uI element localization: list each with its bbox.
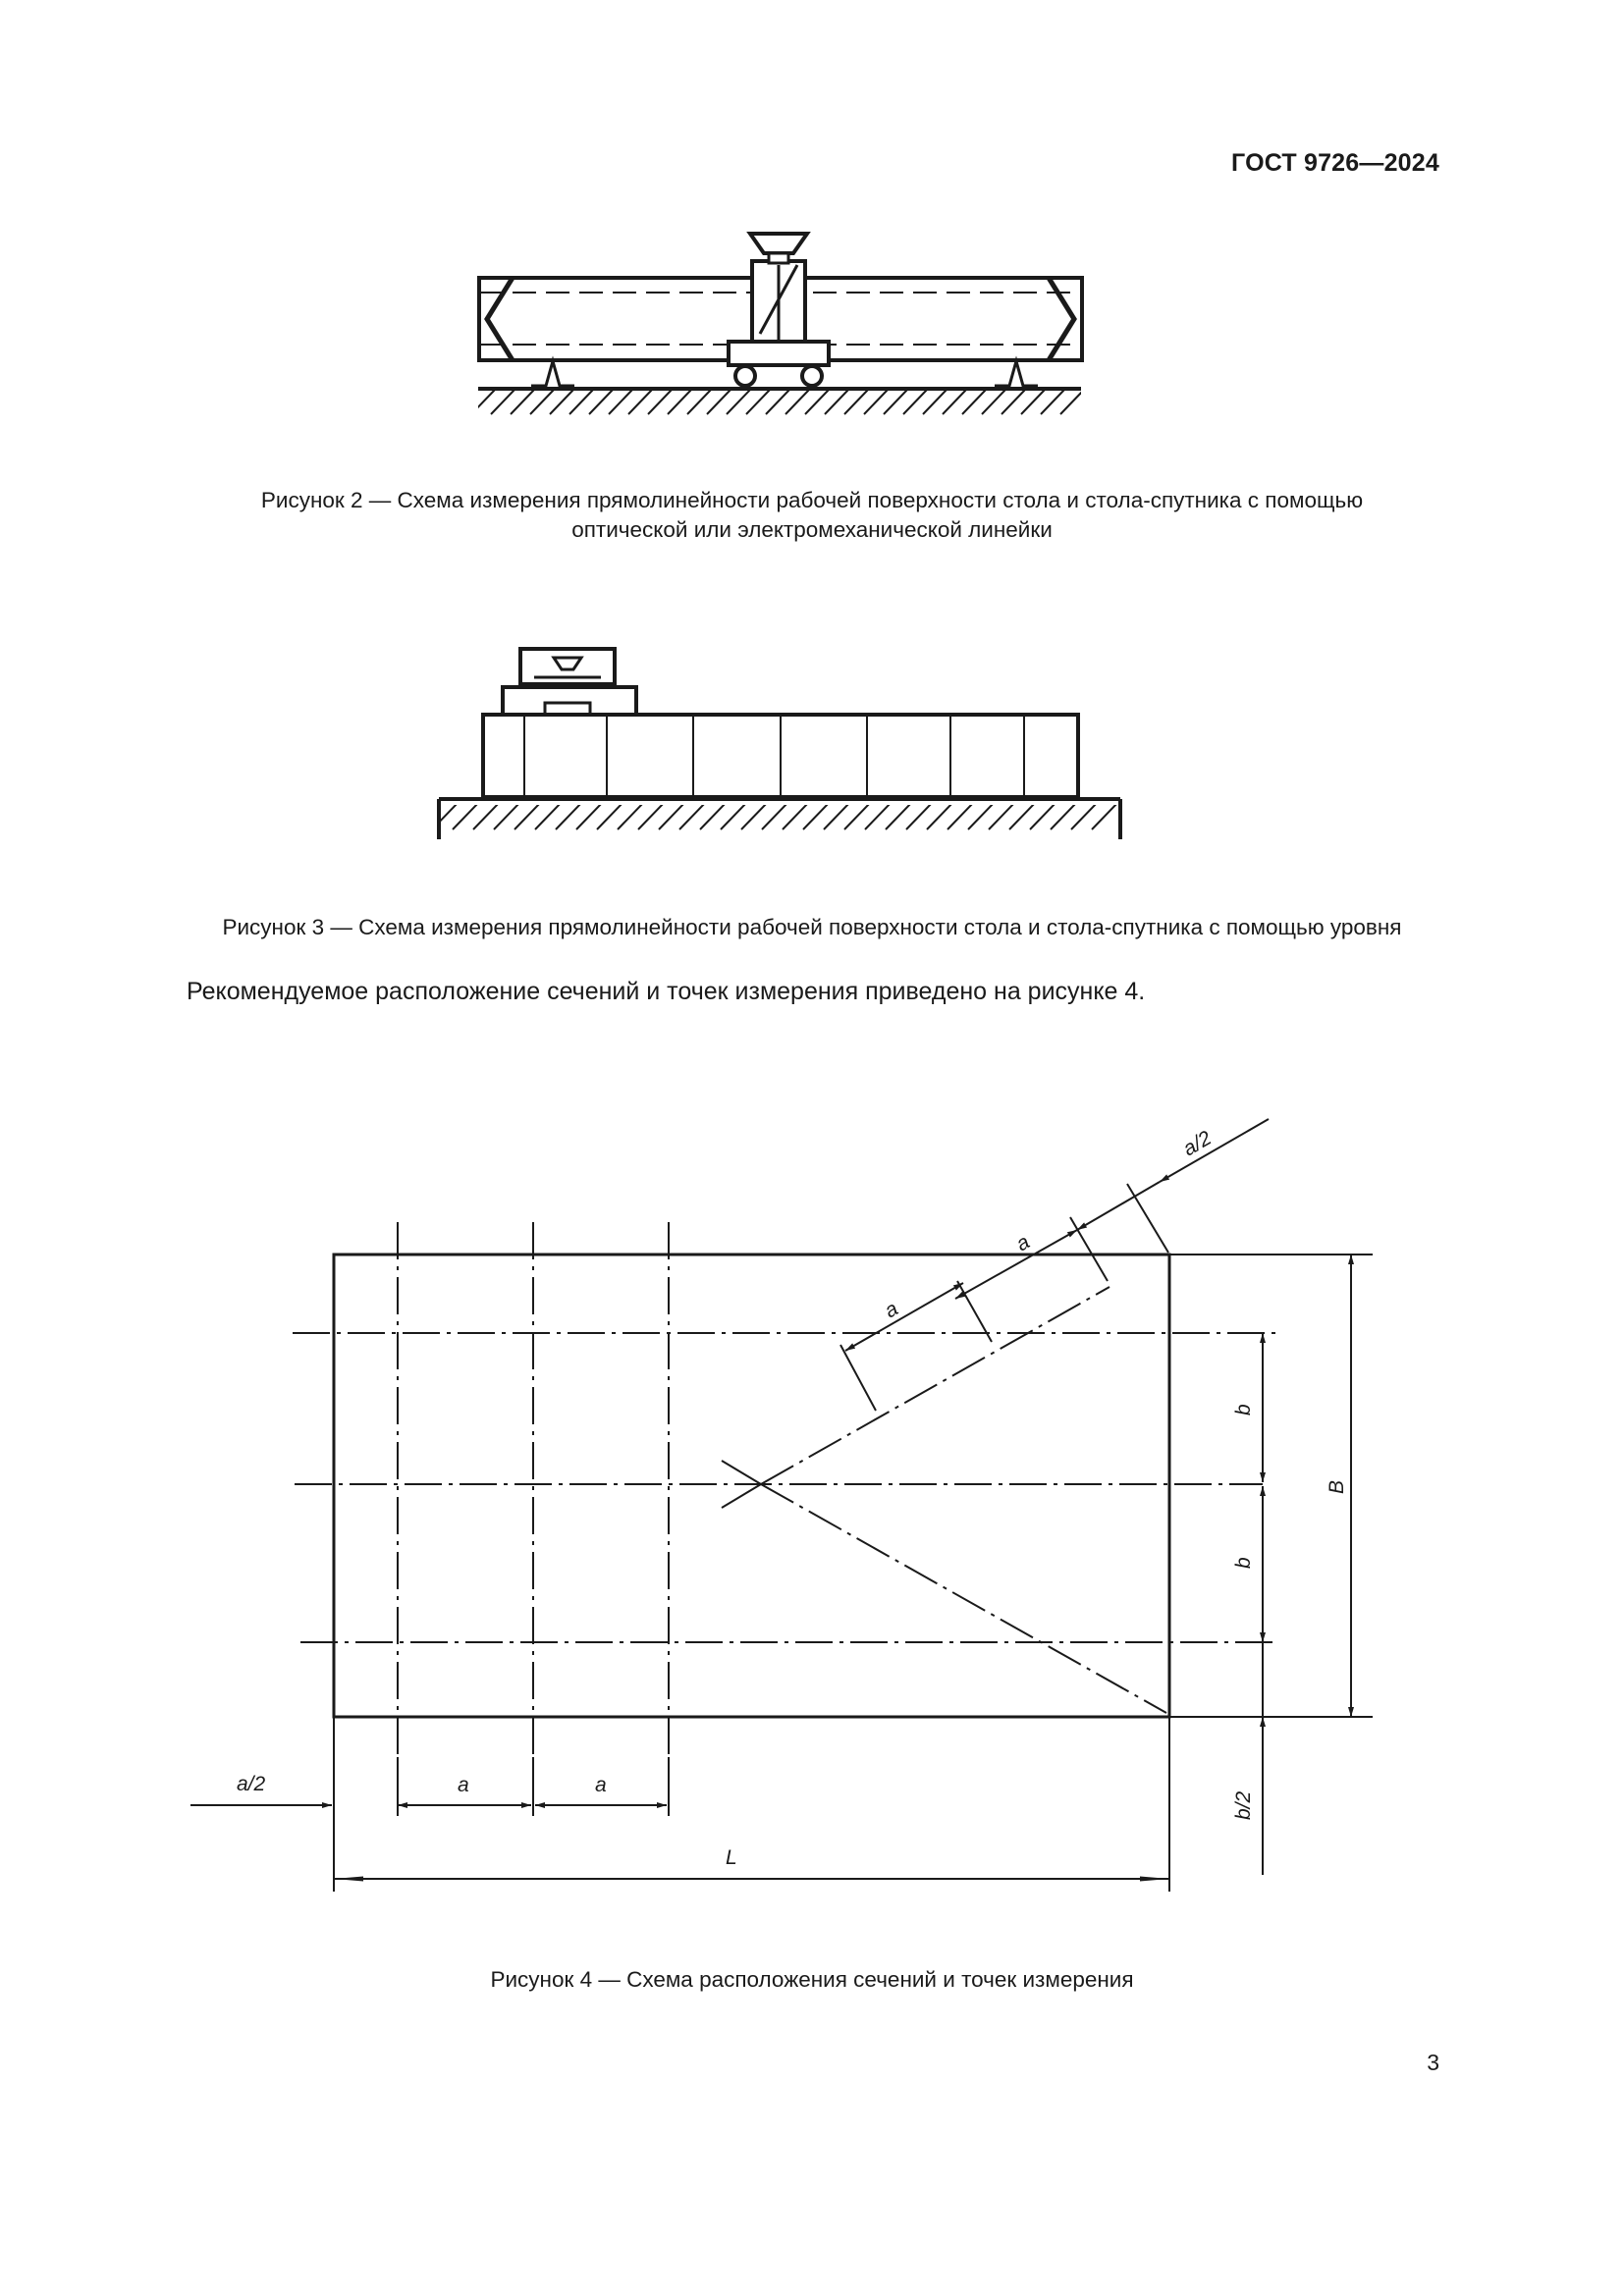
dim-label-a-diag-1: a	[1012, 1230, 1034, 1256]
figure-4-drawing	[0, 1099, 1624, 1914]
body-paragraph: Рекомендуемое расположение сечений и точек измерения приведено на рисунке 4.	[187, 978, 1146, 1005]
dim-label-a-bottom-2: a	[595, 1774, 607, 1796]
dim-label-b-upper: b	[1232, 1404, 1255, 1415]
dim-label-a-half-bottom: a/2	[237, 1773, 266, 1795]
diagonal-dimension-lines	[840, 1119, 1269, 1411]
right-dimension-lines	[1169, 1255, 1373, 1875]
table-outline	[334, 1255, 1169, 1717]
dim-label-b-half: b/2	[1232, 1790, 1255, 1820]
figure-2-base	[471, 389, 1084, 414]
dim-label-L: L	[726, 1846, 737, 1869]
dim-label-b-lower: b	[1232, 1557, 1255, 1569]
figure-2-caption-line-1: Рисунок 2 — Схема измерения прямолинейности рабочей поверхности стола и стола-спутника с помощью	[260, 488, 1364, 512]
page-number: 3	[1427, 2050, 1439, 2075]
figure-2-drawing	[0, 221, 1624, 407]
document-code: ГОСТ 9726—2024	[1231, 149, 1439, 177]
bottom-dimension-lines	[190, 1717, 1169, 1892]
dim-label-a-bottom-1: a	[458, 1774, 469, 1796]
dim-label-B: B	[1326, 1479, 1348, 1494]
diagonal-vertex-mark	[722, 1461, 761, 1484]
section-lines	[293, 1222, 1279, 1757]
figure-3-level	[503, 649, 636, 715]
figure-2-carriage	[729, 234, 829, 386]
figure-2-caption-line-2: оптической или электромеханической линейки	[571, 517, 1053, 542]
figure-3-caption: Рисунок 3 — Схема измерения прямолинейности рабочей поверхности стола и стола-спутника с помощью уровня	[222, 915, 1402, 939]
figure-3-base	[432, 799, 1120, 839]
figure-3-table	[483, 715, 1078, 797]
figure-4-caption: Рисунок 4 — Схема расположения сечений и точек измерения	[490, 1967, 1134, 1992]
figure-3-drawing	[0, 643, 1624, 849]
dim-label-a-half-top: a/2	[1179, 1126, 1216, 1161]
diagonal-vertex-mark	[722, 1484, 761, 1508]
dim-label-a-diag-2: a	[881, 1297, 902, 1323]
